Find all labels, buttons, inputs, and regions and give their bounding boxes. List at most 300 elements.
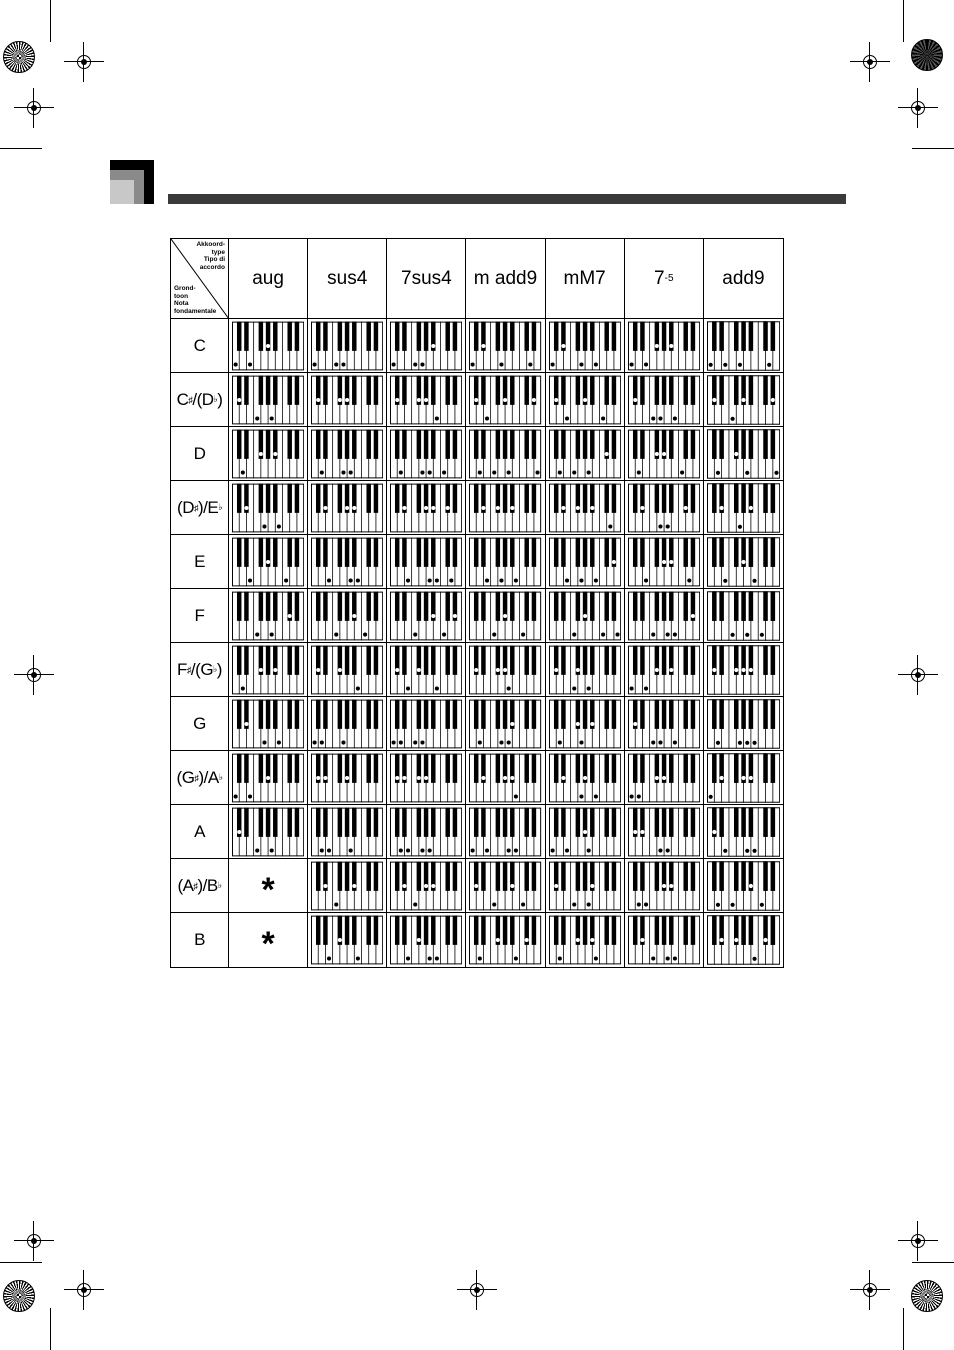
black-key	[611, 429, 615, 458]
registration-wheel-top-left	[3, 41, 35, 73]
black-key	[273, 753, 277, 782]
pressed-key-dot	[716, 902, 720, 906]
pressed-key-dot	[521, 632, 525, 636]
piano-keyboard	[469, 915, 541, 965]
black-key	[374, 537, 378, 566]
accidental: ♯	[194, 772, 199, 783]
black-key	[496, 861, 500, 890]
pressed-key-dot	[478, 956, 482, 960]
pressed-key-dot	[557, 740, 561, 744]
pressed-key-dot	[586, 470, 590, 474]
black-key	[453, 375, 457, 404]
black-key	[763, 861, 768, 891]
black-key	[611, 591, 615, 620]
pressed-key-dot	[554, 883, 558, 887]
black-key	[770, 915, 775, 945]
piano-keyboard	[232, 429, 304, 479]
black-key	[323, 699, 327, 728]
black-key	[273, 321, 277, 350]
pressed-key-dot	[767, 362, 771, 366]
black-key	[287, 753, 291, 782]
pressed-key-dot	[590, 883, 594, 887]
black-key	[561, 807, 565, 836]
pressed-key-dot	[417, 775, 421, 779]
black-key	[424, 916, 428, 945]
black-key	[575, 537, 579, 566]
pressed-key-dot	[471, 362, 475, 366]
keyboard-diagram-cell	[466, 589, 545, 643]
piano-keyboard	[232, 591, 304, 641]
black-key	[374, 375, 378, 404]
black-key	[402, 645, 406, 674]
pressed-key-dot	[324, 775, 328, 779]
black-key	[640, 699, 644, 728]
pressed-key-dot	[655, 775, 659, 779]
black-key	[640, 645, 644, 674]
pressed-key-dot	[241, 686, 245, 690]
black-key	[662, 699, 666, 728]
pressed-key-dot	[590, 938, 594, 942]
pressed-key-dot	[345, 505, 349, 509]
root-note-label	[171, 373, 229, 427]
pressed-key-dot	[723, 578, 727, 582]
black-key	[683, 861, 687, 890]
black-key	[582, 537, 586, 566]
pressed-key-dot	[500, 362, 504, 366]
black-key	[316, 807, 320, 836]
pressed-key-dot	[241, 470, 245, 474]
black-key	[654, 537, 658, 566]
pressed-key-dot	[417, 397, 421, 401]
black-key	[554, 753, 558, 782]
black-key	[402, 916, 406, 945]
black-key	[734, 699, 739, 729]
black-key	[604, 753, 608, 782]
black-key	[510, 375, 514, 404]
black-key	[446, 375, 450, 404]
chord-type-caption	[196, 241, 225, 271]
pressed-key-dot	[658, 416, 662, 420]
pressed-key-dot	[259, 451, 263, 455]
pressed-key-dot	[320, 848, 324, 852]
pressed-key-dot	[259, 667, 263, 671]
piano-keyboard	[549, 645, 621, 695]
black-key	[683, 591, 687, 620]
pressed-key-dot	[734, 938, 738, 942]
black-key	[503, 916, 507, 945]
black-key	[338, 321, 342, 350]
keyboard-diagram-cell	[229, 535, 308, 589]
black-key	[453, 699, 457, 728]
black-key	[770, 807, 775, 837]
root-note-name: A	[207, 767, 219, 787]
crop-mark	[912, 148, 954, 149]
root-note-label	[171, 319, 229, 373]
keyboard-diagram-cell	[704, 643, 783, 697]
black-key	[474, 916, 478, 945]
black-key	[770, 861, 775, 891]
chord-type-header	[704, 239, 783, 319]
pressed-key-dot	[586, 902, 590, 906]
pressed-key-dot	[475, 397, 479, 401]
pressed-key-dot	[651, 632, 655, 636]
black-key	[532, 753, 536, 782]
keyboard-diagram-cell	[229, 751, 308, 805]
pressed-key-dot	[662, 451, 666, 455]
pressed-key-dot	[392, 362, 396, 366]
black-key	[295, 483, 299, 512]
black-key	[338, 429, 342, 458]
piano-keyboard	[707, 861, 780, 911]
root-paren: )	[217, 389, 223, 409]
caption-line: Akkoord-	[196, 241, 225, 248]
pressed-key-dot	[586, 848, 590, 852]
black-key	[244, 537, 248, 566]
pressed-key-dot	[255, 848, 259, 852]
pressed-key-dot	[557, 470, 561, 474]
black-key	[496, 591, 500, 620]
pressed-key-dot	[550, 362, 554, 366]
pressed-key-dot	[745, 740, 749, 744]
pressed-key-dot	[450, 578, 454, 582]
keyboard-diagram-cell	[546, 427, 625, 481]
black-key	[295, 753, 299, 782]
black-key	[496, 699, 500, 728]
pressed-key-dot	[572, 902, 576, 906]
pressed-key-dot	[629, 794, 633, 798]
black-key	[582, 861, 586, 890]
black-key	[446, 591, 450, 620]
keyboard-diagram-cell	[308, 913, 387, 967]
piano-keyboard	[469, 699, 541, 749]
black-key	[496, 753, 500, 782]
black-key	[417, 699, 421, 728]
pressed-key-dot	[270, 848, 274, 852]
black-key	[712, 699, 717, 729]
piano-keyboard	[549, 483, 621, 533]
black-key	[295, 321, 299, 350]
black-key	[532, 699, 536, 728]
crop-mark	[50, 0, 51, 42]
piano-keyboard	[628, 591, 700, 641]
pressed-key-dot	[658, 524, 662, 528]
pressed-key-dot	[579, 362, 583, 366]
pressed-key-dot	[493, 902, 497, 906]
black-key	[582, 645, 586, 674]
black-key	[417, 807, 421, 836]
keyboard-diagram-cell	[625, 805, 704, 859]
piano-keyboard	[390, 591, 462, 641]
black-key	[582, 321, 586, 350]
keyboard-diagram-cell	[387, 805, 466, 859]
black-key	[604, 375, 608, 404]
pressed-key-dot	[579, 740, 583, 744]
pressed-key-dot	[633, 397, 637, 401]
black-key	[669, 429, 673, 458]
pressed-key-dot	[554, 667, 558, 671]
caption-line: toon	[174, 292, 189, 300]
black-key	[532, 483, 536, 512]
keyboard-diagram-cell	[308, 481, 387, 535]
black-key	[532, 321, 536, 350]
pressed-key-dot	[435, 686, 439, 690]
black-key	[770, 483, 775, 513]
chord-type-header	[387, 239, 466, 319]
black-key	[367, 807, 371, 836]
black-key	[633, 753, 637, 782]
black-key	[367, 753, 371, 782]
pressed-key-dot	[583, 775, 587, 779]
pressed-key-dot	[284, 578, 288, 582]
black-key	[611, 861, 615, 890]
black-key	[424, 645, 428, 674]
keyboard-diagram-cell	[387, 319, 466, 373]
black-key	[654, 916, 658, 945]
black-key	[590, 321, 594, 350]
keyboard-diagram-cell	[546, 859, 625, 913]
black-key	[453, 861, 457, 890]
pressed-key-dot	[432, 343, 436, 347]
pressed-key-dot	[421, 848, 425, 852]
black-key	[367, 375, 371, 404]
black-key	[561, 861, 565, 890]
black-key	[259, 807, 263, 836]
pressed-key-dot	[572, 632, 576, 636]
crosshair-mark	[850, 42, 890, 82]
black-key	[453, 321, 457, 350]
pressed-key-dot	[496, 667, 500, 671]
black-key	[431, 807, 435, 836]
black-key	[244, 321, 248, 350]
pressed-key-dot	[320, 470, 324, 474]
black-key	[654, 375, 658, 404]
caption-line: fondamentale	[174, 307, 217, 315]
pressed-key-dot	[277, 740, 281, 744]
black-key	[770, 429, 775, 459]
pressed-key-dot	[453, 613, 457, 617]
black-key	[554, 321, 558, 350]
black-key	[763, 429, 768, 459]
black-key	[424, 591, 428, 620]
black-key	[287, 375, 291, 404]
black-key	[712, 483, 717, 513]
black-key	[633, 861, 637, 890]
pressed-key-dot	[363, 632, 367, 636]
black-key	[338, 483, 342, 512]
black-key	[690, 429, 694, 458]
black-key	[474, 699, 478, 728]
black-key	[741, 861, 746, 891]
pressed-key-dot	[270, 416, 274, 420]
black-key	[323, 429, 327, 458]
black-key	[662, 375, 666, 404]
piano-keyboard	[549, 807, 621, 857]
pressed-key-dot	[428, 956, 432, 960]
pressed-key-dot	[615, 632, 619, 636]
pressed-key-dot	[749, 505, 753, 509]
black-key	[582, 429, 586, 458]
black-key	[287, 537, 291, 566]
pressed-key-dot	[640, 829, 644, 833]
piano-keyboard	[232, 699, 304, 749]
pressed-key-dot	[316, 397, 320, 401]
black-key	[316, 321, 320, 350]
piano-keyboard	[232, 753, 304, 803]
black-key	[690, 807, 694, 836]
pressed-key-dot	[712, 397, 716, 401]
black-key	[683, 429, 687, 458]
black-key	[474, 591, 478, 620]
black-key	[482, 375, 486, 404]
black-key	[633, 537, 637, 566]
pressed-key-dot	[712, 667, 716, 671]
black-key	[395, 537, 399, 566]
crop-mark	[0, 148, 42, 149]
pressed-key-dot	[485, 578, 489, 582]
black-key	[633, 645, 637, 674]
keyboard-diagram-cell	[229, 319, 308, 373]
root-note-name: G	[200, 659, 214, 679]
pressed-key-dot	[521, 902, 525, 906]
black-key	[316, 916, 320, 945]
black-key	[640, 861, 644, 890]
pressed-key-dot	[503, 667, 507, 671]
black-key	[287, 807, 291, 836]
black-key	[503, 429, 507, 458]
keyboard-diagram-cell	[308, 643, 387, 697]
black-key	[669, 699, 673, 728]
pressed-key-dot	[338, 397, 342, 401]
black-key	[402, 321, 406, 350]
black-key	[345, 591, 349, 620]
black-key	[741, 483, 746, 513]
pressed-key-dot	[633, 721, 637, 725]
black-key	[374, 861, 378, 890]
pressed-key-dot	[395, 775, 399, 779]
keyboard-diagram-cell	[704, 427, 783, 481]
black-key	[259, 591, 263, 620]
pressed-key-dot	[565, 848, 569, 852]
piano-keyboard	[628, 753, 700, 803]
black-key	[431, 375, 435, 404]
black-key	[748, 429, 753, 459]
black-key	[503, 537, 507, 566]
pressed-key-dot	[428, 470, 432, 474]
pressed-key-dot	[662, 883, 666, 887]
pressed-key-dot	[511, 505, 515, 509]
piano-keyboard	[311, 753, 383, 803]
black-key	[474, 753, 478, 782]
pressed-key-dot	[511, 883, 515, 887]
black-key	[395, 861, 399, 890]
pressed-key-dot	[593, 956, 597, 960]
black-key	[417, 321, 421, 350]
black-key	[654, 807, 658, 836]
pressed-key-dot	[424, 775, 428, 779]
black-key	[402, 591, 406, 620]
pressed-key-dot	[565, 416, 569, 420]
black-key	[266, 375, 270, 404]
black-key	[316, 591, 320, 620]
chord-type-header	[546, 239, 625, 319]
pressed-key-dot	[266, 559, 270, 563]
black-key	[525, 321, 529, 350]
pressed-key-dot	[327, 848, 331, 852]
pressed-key-dot	[601, 632, 605, 636]
keyboard-diagram-cell	[229, 697, 308, 751]
pressed-key-dot	[424, 883, 428, 887]
black-key	[561, 429, 565, 458]
black-key	[712, 429, 717, 459]
black-key	[640, 753, 644, 782]
section-header-bar	[168, 194, 846, 204]
pressed-key-dot	[432, 613, 436, 617]
black-key	[748, 807, 753, 837]
black-key	[525, 483, 529, 512]
pressed-key-dot	[324, 883, 328, 887]
black-key	[273, 483, 277, 512]
black-key	[741, 699, 746, 729]
piano-keyboard	[628, 861, 700, 911]
black-key	[604, 699, 608, 728]
black-key	[237, 429, 241, 458]
pressed-key-dot	[644, 686, 648, 690]
piano-keyboard	[707, 807, 780, 857]
black-key	[259, 375, 263, 404]
keyboard-diagram-cell	[229, 481, 308, 535]
root-note-label	[171, 643, 229, 697]
black-key	[741, 321, 746, 351]
keyboard-diagram-cell	[704, 697, 783, 751]
piano-keyboard	[390, 861, 462, 911]
black-key	[266, 699, 270, 728]
crop-mark	[903, 0, 904, 42]
pressed-key-dot	[248, 362, 252, 366]
pressed-key-dot	[503, 613, 507, 617]
pressed-key-dot	[514, 578, 518, 582]
root-note-name: C	[176, 389, 189, 409]
black-key	[763, 537, 768, 567]
black-key	[266, 591, 270, 620]
pressed-key-dot	[496, 938, 500, 942]
black-key	[453, 645, 457, 674]
pressed-key-dot	[273, 451, 277, 455]
black-key	[496, 375, 500, 404]
black-key	[323, 537, 327, 566]
pressed-key-dot	[723, 848, 727, 852]
black-key	[273, 699, 277, 728]
pressed-key-dot	[673, 416, 677, 420]
pressed-key-dot	[406, 578, 410, 582]
pressed-key-dot	[691, 613, 695, 617]
black-key	[446, 645, 450, 674]
piano-keyboard	[707, 429, 780, 479]
black-key	[431, 699, 435, 728]
black-key	[633, 591, 637, 620]
pressed-key-dot	[669, 343, 673, 347]
black-key	[683, 916, 687, 945]
pressed-key-dot	[424, 505, 428, 509]
black-key	[590, 807, 594, 836]
black-key	[554, 699, 558, 728]
black-key	[712, 321, 717, 351]
black-key	[719, 375, 724, 405]
piano-keyboard	[311, 591, 383, 641]
black-key	[295, 537, 299, 566]
registration-wheel-bottom-left	[3, 1280, 35, 1312]
black-key	[763, 699, 768, 729]
black-key	[532, 916, 536, 945]
